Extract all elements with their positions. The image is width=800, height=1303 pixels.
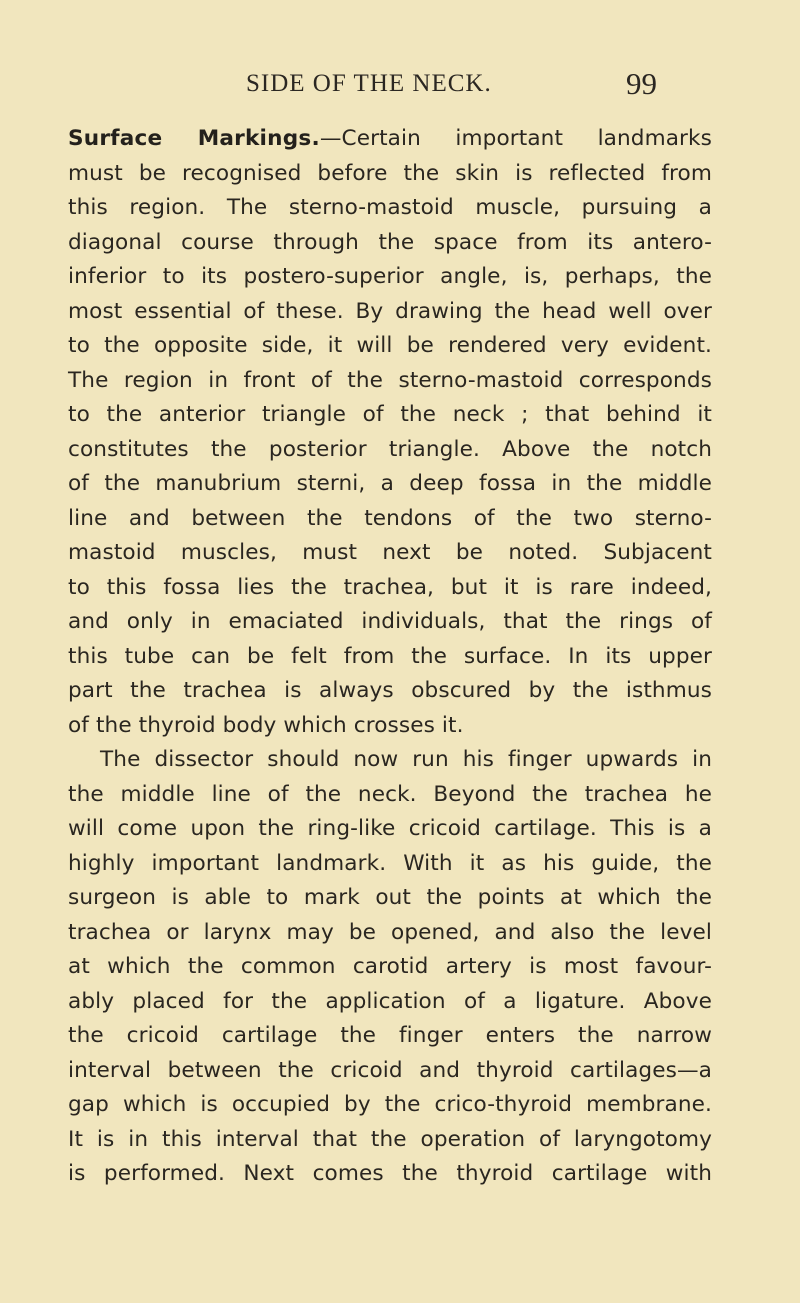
text-line: line and between the tendons of the two sterno-	[68, 505, 712, 531]
text-line: at which the common carotid artery is most favour-	[68, 954, 712, 979]
text-line: of the manubrium sterni, a deep fossa in the middle	[68, 471, 712, 496]
text-line-paragraph-end: of the thyroid body which crosses it.	[68, 712, 464, 738]
text-line: to the anterior triangle of the neck ; that behind it	[68, 402, 712, 427]
text-line: diagonal course through the space from its antero-	[68, 229, 712, 255]
text-line: trachea or larynx may be opened, and also the level	[68, 919, 712, 945]
text-line: this region. The sterno-mastoid muscle, pursuing a	[68, 195, 712, 220]
text-line: must be recognised before the skin is reflected from	[68, 160, 712, 186]
text-line: It is in this interval that the operation of laryngotomy	[68, 1126, 712, 1152]
text-line: the middle line of the neck. Beyond the trachea he	[68, 781, 712, 807]
text-line: highly important landmark. With it as his guide, the	[68, 850, 712, 876]
text-line-1	[68, 122, 712, 157]
text-line: interval between the cricoid and thyroid cartilages—a	[68, 1057, 712, 1083]
section-heading: Surface Markings.	[68, 126, 320, 151]
text-line-paragraph-start: The dissector should now run his finger upwards in	[100, 747, 712, 772]
text-line: The region in front of the sterno-mastoid corresponds	[68, 367, 712, 393]
text-line: will come upon the ring-like cricoid cartilage. This is a	[68, 816, 712, 841]
text-line: is performed. Next comes the thyroid cartilage with	[68, 1161, 712, 1186]
text-line: this tube can be felt from the surface. In its upper	[68, 643, 712, 669]
text-line-1-rest: —Certain important landmarks	[319, 126, 712, 151]
text-line: ably placed for the application of a ligature. Above	[68, 988, 712, 1014]
text-line: surgeon is able to mark out the points at which the	[68, 885, 712, 910]
text-line: to this fossa lies the trachea, but it is rare indeed,	[68, 574, 712, 600]
text-line: inferior to its postero-superior angle, is, perhaps, the	[68, 264, 712, 289]
text-line: to the opposite side, it will be rendered very evident.	[68, 333, 712, 358]
body-text	[68, 122, 712, 1192]
text-line: mastoid muscles, must next be noted. Subjacent	[68, 540, 712, 565]
text-line: gap which is occupied by the crico-thyroid membrane.	[68, 1092, 712, 1117]
running-head	[0, 66, 800, 106]
text-line: part the trachea is always obscured by the isthmus	[68, 678, 712, 703]
text-line: the cricoid cartilage the finger enters the narrow	[68, 1023, 712, 1048]
running-title: SIDE OF THE NECK.	[246, 70, 492, 97]
text-line: and only in emaciated individuals, that the rings of	[68, 609, 712, 634]
page-number: 99	[626, 66, 657, 101]
text-line: most essential of these. By drawing the head well over	[68, 298, 712, 324]
text-line: constitutes the posterior triangle. Above the notch	[68, 436, 712, 462]
